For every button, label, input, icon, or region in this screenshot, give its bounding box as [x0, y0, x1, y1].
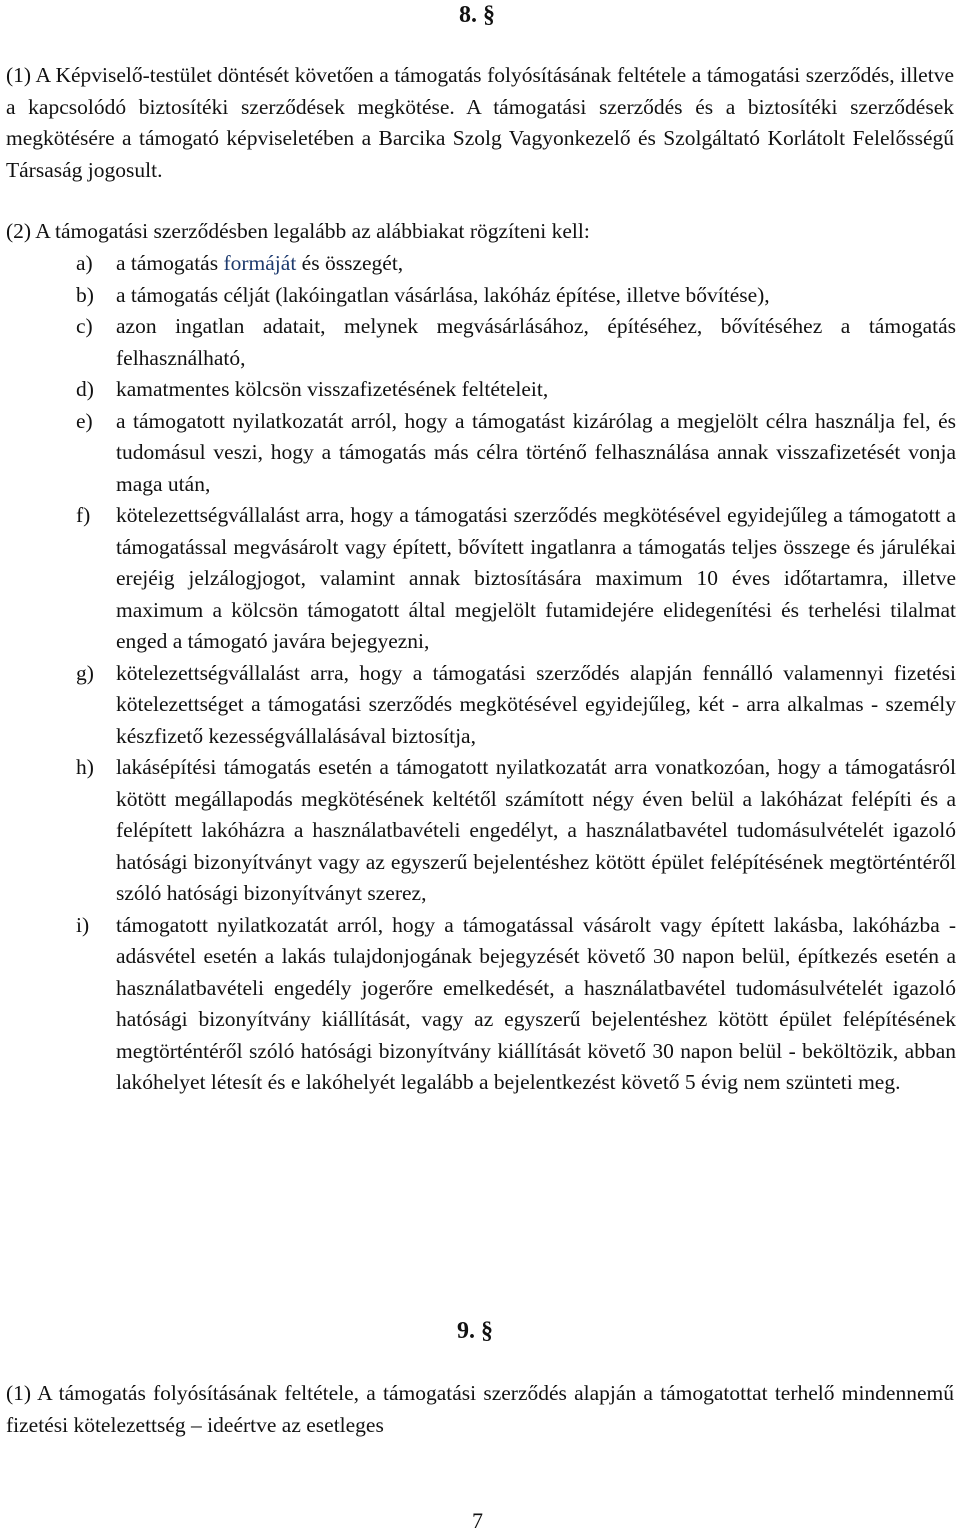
page-number: 7: [472, 1508, 483, 1533]
list-item-i: [76, 910, 956, 1099]
list-item-text: kamatmentes kölcsön visszafizetésének feltételeit,: [116, 377, 549, 401]
list-item-label: a): [76, 251, 93, 275]
list-item-h: [76, 752, 956, 910]
list-item-label: f): [76, 503, 91, 527]
list-item-label: b): [76, 282, 94, 307]
section-8-paragraph-2-intro: [6, 216, 954, 248]
list-item-g: [76, 658, 956, 753]
list-item-text: a támogatás célját (lakóingatlan vásárlása, lakóház építése, illetve bővítése),: [116, 282, 770, 307]
paragraph-text: (1) A támogatás folyósításának feltétele, a támogatási szerződés alapján a támogatottat terhelő mindennemű fizetési kötelezettség – ideértve az esetleges: [6, 1381, 954, 1437]
paragraph-text: (2) A támogatási szerződésben legalább az alábbiakat rögzíteni kell:: [6, 219, 590, 243]
list-item-text: a támogatott nyilatkozatát arról, hogy a támogatást kizárólag a megjelölt célra használja fel, és tudomásul veszi, hogy a támogatás más célra történő felhasználása annak visszafizetését vonja maga után,: [116, 408, 956, 496]
paragraph-text: (1) A Képviselő-testület döntését követően a támogatás folyósításának feltétele a támogatási szerződés, illetve a kapcsolódó biztosítéki szerződések megkötése. A támogatási szerződés és a biztosítéki szerződések megkötésére a támogató képviseletében a Barcika Szolg Vagyonkezelő és Szolgáltató Korlátolt Felelősségű Társaság jogosult.: [6, 63, 954, 182]
list-item-label: e): [76, 408, 93, 433]
list-item-text: [116, 248, 956, 280]
list-item-label: d): [76, 377, 94, 401]
list-item-d: [76, 374, 956, 406]
list-item-b: [76, 280, 956, 312]
section-9-heading: 9. §: [457, 1318, 493, 1344]
list-item-text: kötelezettségvállalást arra, hogy a támogatási szerződés alapján fennálló valamennyi fizetési kötelezettséget a támogatási szerződés megkötésével egyidejűleg, két - arra alkalmas - személy készfizető kezességvállalásával biztosítja,: [116, 660, 956, 748]
section-8-heading: 8. §: [459, 2, 495, 28]
list-item-text: azon ingatlan adatait, melynek megvásárlásához, építéséhez, bővítéséhez a támogatás felhasználható,: [116, 314, 956, 370]
list-item-e: [76, 406, 956, 501]
list-item-label: h): [76, 755, 94, 779]
list-item-label: c): [76, 314, 93, 338]
list-item-text: lakásépítési támogatás esetén a támogatott nyilatkozatát arra vonatkozóan, hogy a támogatásról kötött megállapodás megkötésének keltétől számított négy éven belül a lakóházat felépíti és a felépített lakóházra a használatbavételi engedélyt, a használatbavétel tudomásulvételét igazoló hatósági bizonyítványt vagy az egyszerű bejelentéshez kötött épület felépítésének megtörténtéről szóló hatósági bizonyítványt szerez,: [116, 755, 956, 905]
list-item-label: g): [76, 660, 94, 685]
text-part: és összegét,: [296, 251, 404, 275]
list-item-c: [76, 311, 956, 374]
section-8-paragraph-1: [6, 60, 954, 186]
list-item-label: i): [76, 912, 90, 937]
list-item-a: [76, 248, 956, 280]
section-9-paragraph-1: [6, 1378, 954, 1441]
requirements-list: [76, 248, 956, 1099]
highlighted-word: formáját: [223, 251, 297, 275]
list-item-text: kötelezettségvállalást arra, hogy a támogatási szerződés megkötésével egyidejűleg a támogatott a támogatással megvásárolt vagy épített, bővített ingatlanra a támogatás teljes összege és járulékai erejéig jelzálogjogot, valamint annak biztosítására maximum 10 éves időtartamra, illetve maximum a kölcsön támogatott által megjelölt futamidejére elidegenítési és terhelési tilalmat enged a támogató javára bejegyezni,: [116, 503, 956, 653]
list-item-f: [76, 500, 956, 658]
text-part: a támogatás: [116, 251, 224, 275]
list-item-text: támogatott nyilatkozatát arról, hogy a támogatással vásárolt vagy épített lakásba, lakóházba - adásvétel esetén a lakás tulajdonjogának bejegyzését követő 30 napon belül, építkezés esetén a használatbavételi engedély jogerőre emelkedését, a használatbavétel tudomásulvételét igazoló hatósági bizonyítvány kiállítását, vagy az egyszerű bejelentéshez kötött épület felépítésének megtörténtéről szóló hatósági bizonyítvány kiállítását követő 30 napon belül - beköltözik, abban lakóhelyet létesít és e lakóhelyét legalább a bejelentkezést követő 5 évig nem szünteti meg.: [116, 912, 956, 1094]
